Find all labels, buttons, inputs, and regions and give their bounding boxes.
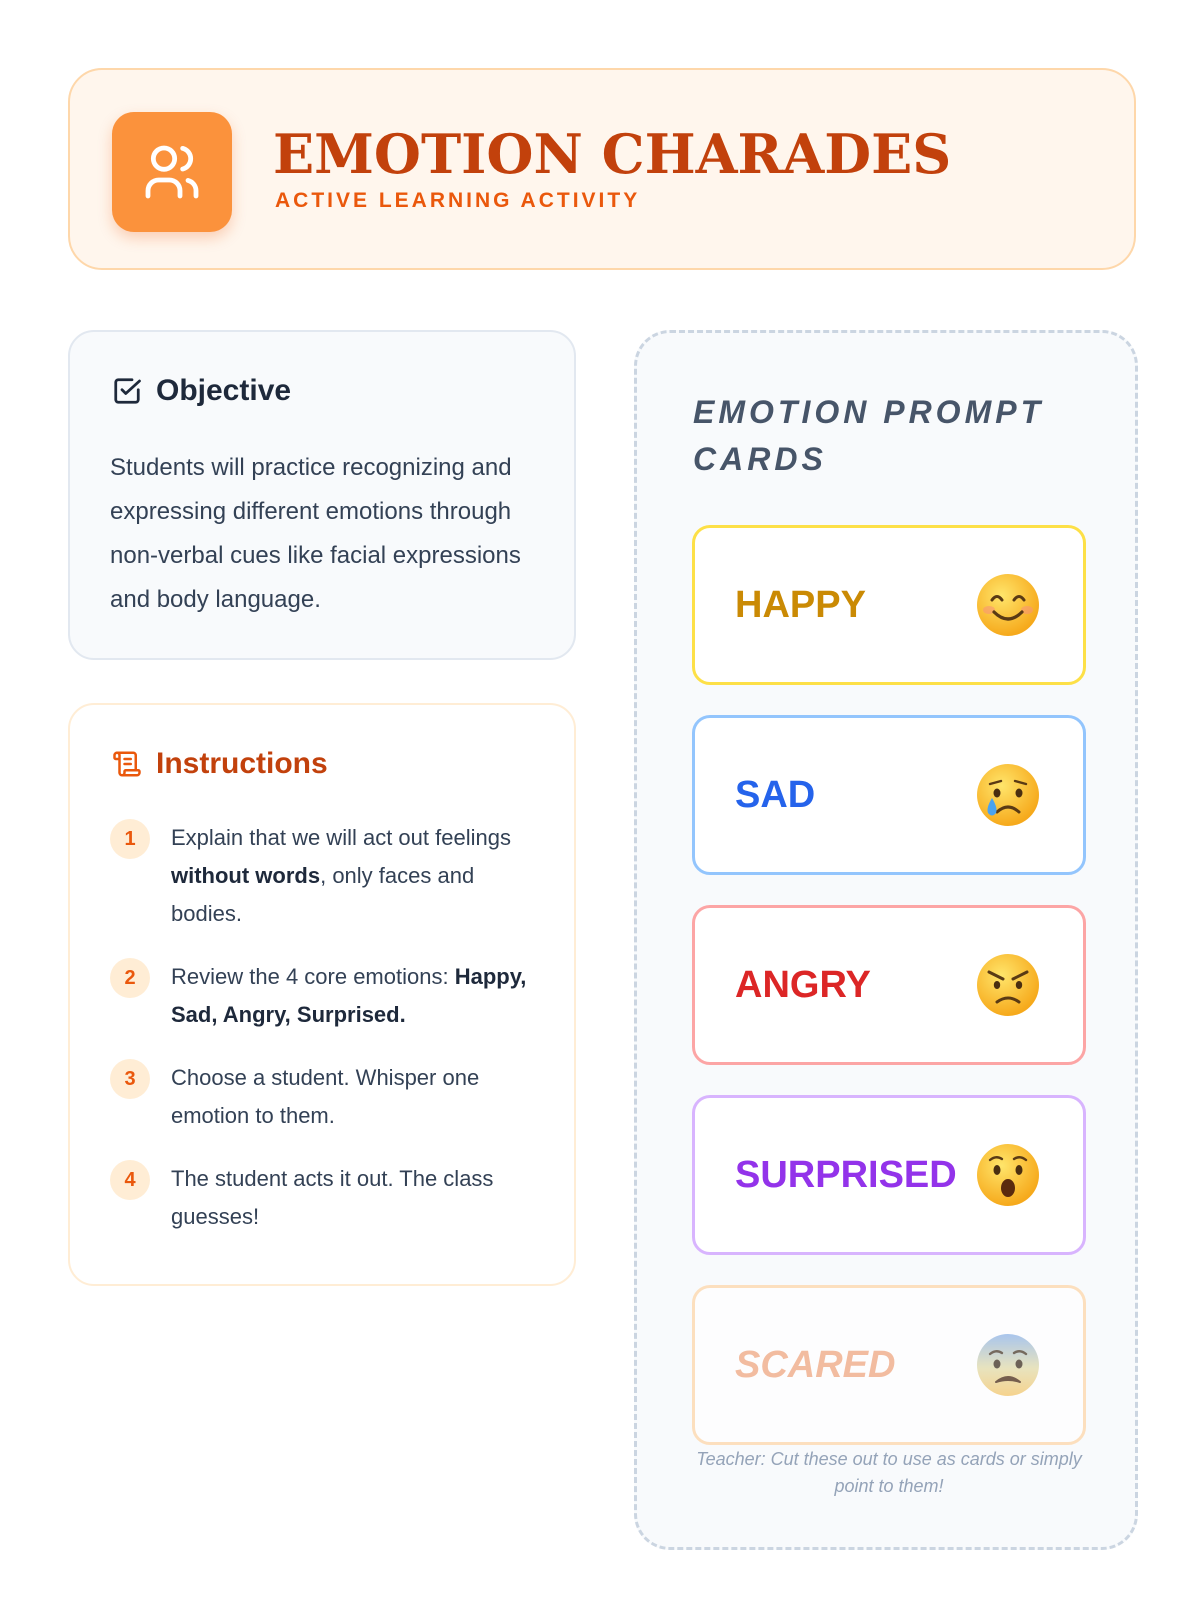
emotion-card-label: SCARED xyxy=(735,1344,896,1386)
surprised-face-icon xyxy=(975,1142,1041,1208)
instructions-heading-label: Instructions xyxy=(156,747,328,780)
emotion-card-label: SURPRISED xyxy=(735,1154,957,1196)
objective-card xyxy=(68,330,576,660)
step-text xyxy=(171,1059,540,1135)
step-text-segment: , only faces and bodies. xyxy=(171,863,475,926)
step-text-emphasis: without words xyxy=(171,863,321,888)
emotion-card-happy[interactable] xyxy=(692,525,1086,685)
step-text xyxy=(171,1160,540,1236)
users-icon xyxy=(112,112,232,232)
emotion-card-surprised[interactable] xyxy=(692,1095,1086,1255)
step-number-badge: 3 xyxy=(110,1059,150,1099)
smiling-face-icon xyxy=(975,572,1041,638)
crying-face-icon xyxy=(975,762,1041,828)
step-number-badge: 2 xyxy=(110,958,150,998)
emotion-card-angry[interactable] xyxy=(692,905,1086,1065)
step-text-segment: Review the 4 core emotions: xyxy=(171,964,455,989)
objective-heading xyxy=(110,372,291,410)
step-text xyxy=(171,958,540,1034)
instructions-heading xyxy=(110,745,328,783)
objective-text: Students will practice recognizing and expressing different emotions through non-verbal cues like facial expressions and body language. xyxy=(110,454,521,613)
objective-heading-label: Objective xyxy=(156,374,292,407)
header-banner xyxy=(68,68,1136,270)
emotion-card-sad[interactable] xyxy=(692,715,1086,875)
instructions-card xyxy=(68,703,576,1286)
teacher-footnote: Teacher: Cut these out to use as cards or simply point to them! xyxy=(696,1449,1082,1496)
step-text-segment: The student acts it out. The class guesses! xyxy=(171,1166,494,1229)
instructions-list xyxy=(110,819,540,1261)
checkbox-icon xyxy=(110,374,144,408)
prompt-cards-title: EMOTION PROMPT CARDS xyxy=(693,394,1045,477)
step-text-segment: Explain that we will act out feelings xyxy=(171,825,511,850)
scroll-icon xyxy=(110,747,144,781)
instruction-step xyxy=(110,1059,540,1135)
fearful-face-icon xyxy=(975,1332,1041,1398)
step-text-emphasis: Happy, Sad, Angry, Surprised. xyxy=(171,964,527,1027)
instruction-step xyxy=(110,1160,540,1236)
prompt-cards-panel xyxy=(634,330,1138,1550)
emotion-card-scared[interactable] xyxy=(692,1285,1086,1445)
emotion-card-label: HAPPY xyxy=(735,584,866,626)
page-title: EMOTION CHARADES xyxy=(273,122,952,186)
instruction-step xyxy=(110,819,540,933)
step-number-badge: 1 xyxy=(110,819,150,859)
emotion-card-label: SAD xyxy=(735,774,816,816)
angry-face-icon xyxy=(975,952,1041,1018)
step-text xyxy=(171,819,540,933)
instruction-step xyxy=(110,958,540,1034)
page-subtitle: ACTIVE LEARNING ACTIVITY xyxy=(275,189,641,212)
emotion-card-label: ANGRY xyxy=(735,964,871,1006)
step-text-segment: Choose a student. Whisper one emotion to them. xyxy=(171,1065,480,1128)
step-number-badge: 4 xyxy=(110,1160,150,1200)
